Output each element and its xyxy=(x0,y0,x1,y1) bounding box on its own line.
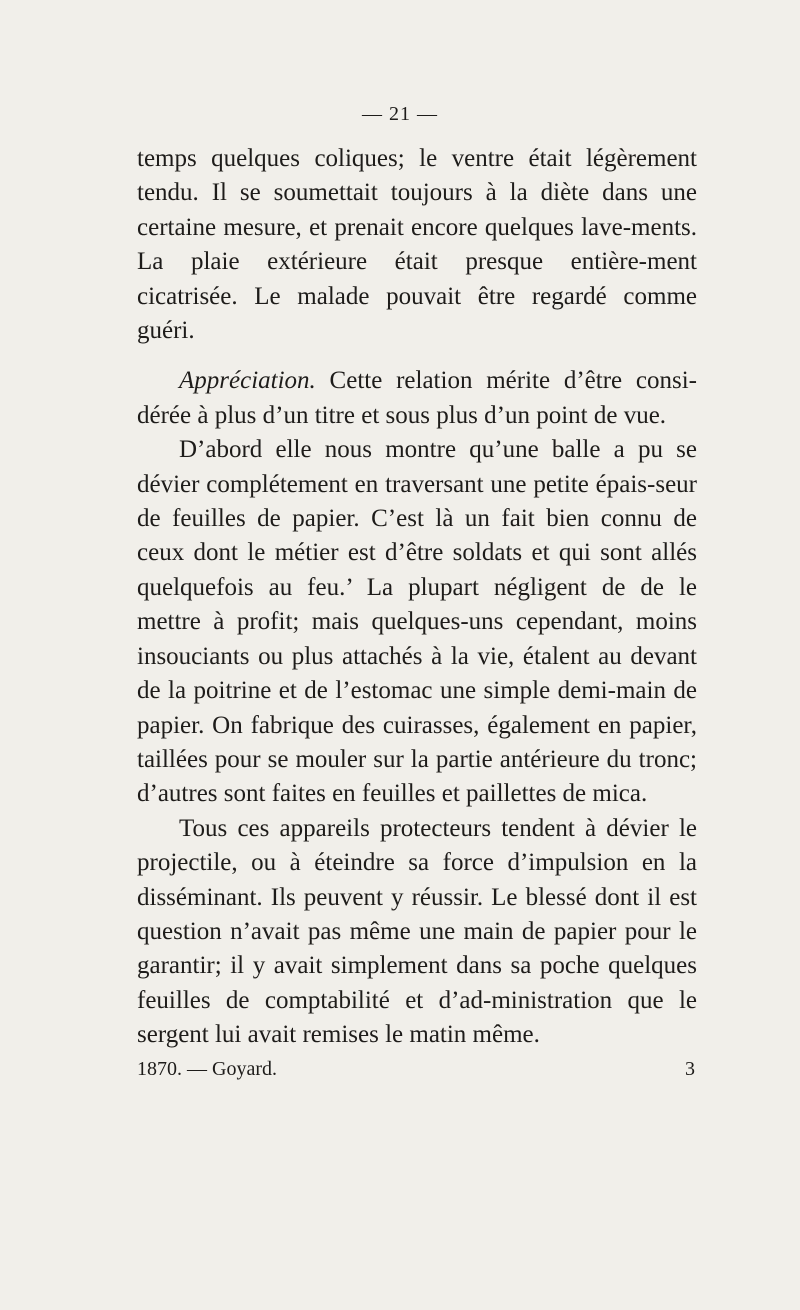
paragraph-text: D’abord elle nous montre qu’une balle a pu se dévier complétement en traversant une petite épais-seur de feuilles de papier. C’est là un fait bien connu de ceux dont le métier est d’être soldats et qui sont allés quelquefois au feu.’ La plupart négligent de de le mettre à profit; mais quelques-uns cependant, moins insouciants ou plus attachés à la vie, étalent au devant de la poitrine et de l’estomac une simple demi-main de papier. On fabrique des cuirasses, également en papier, taillées pour se mouler sur la partie antérieure du tronc; d’autres sont faites en feuilles et paillettes de mica. xyxy=(137,436,697,808)
section-lead-italic: Appréciation. xyxy=(179,367,316,395)
paragraph-dabord xyxy=(137,433,697,811)
paragraph-text: temps quelques coliques; le ventre était légèrement tendu. Il se soumettait toujours à la diète dans une certaine mesure, et prenait encore quelques lave-ments. La plaie extérieure était presque entière-ment cicatrisée. Le malade pouvait être regardé comme guéri. xyxy=(137,145,697,345)
printer-imprint: 1870. — Goyard. xyxy=(137,1058,277,1080)
body-text xyxy=(137,142,697,1053)
paragraph-text: Tous ces appareils protecteurs tendent à dévier le projectile, ou à éteindre sa force d’impulsion en la disséminant. Ils peuvent y réussir. Le blessé dont il est question n’avait pas même une main de papier pour le garantir; il y avait simplement dans sa poche quelques feuilles de comptabilité et d’ad-ministration que le sergent lui avait remises le matin même. xyxy=(137,814,697,1049)
paragraph-appreciation xyxy=(137,364,697,433)
paragraph-text: Cette relation mérite d’être consi-dérée à plus d’un titre et sous plus d’un point de vue. xyxy=(137,367,697,429)
paragraph-tous-ces-appareils xyxy=(137,812,697,1053)
paragraph-continuation xyxy=(137,142,697,348)
page-footer xyxy=(137,1058,697,1081)
signature-mark: 3 xyxy=(685,1058,695,1080)
page-number: — 21 — xyxy=(362,103,438,125)
